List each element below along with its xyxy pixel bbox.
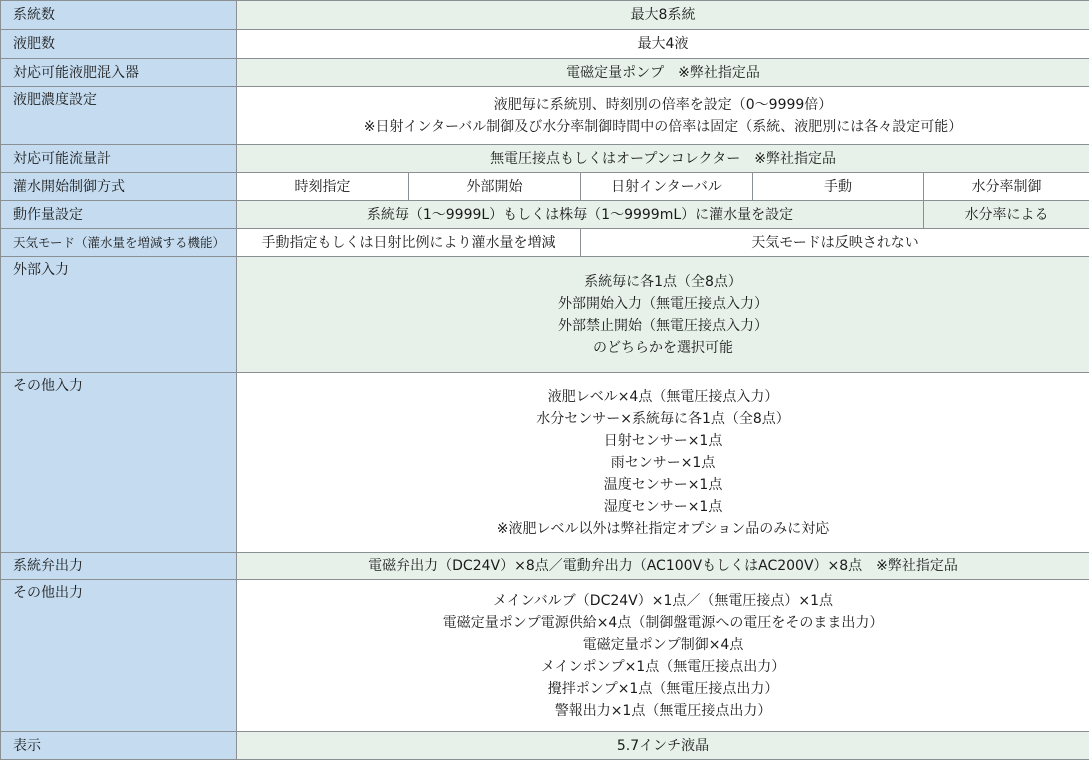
label-concentration: 液肥濃度設定 [1, 87, 237, 145]
other-output-line: メインバルブ（DC24V）×1点／（無電圧接点）×1点 [493, 592, 834, 609]
value-display: 5.7インチ液晶 [237, 732, 1089, 760]
control-option: 時刻指定 [237, 173, 409, 201]
label-weather [1, 229, 237, 257]
row-systems [1, 1, 1089, 30]
external-input-line: 系統毎に各1点（全8点） [584, 273, 742, 290]
other-output-line: 電磁定量ポンプ電源供給×4点（制御盤電源への電圧をそのまま出力） [442, 614, 884, 631]
row-mixer [1, 59, 1089, 87]
value-systems: 最大8系統 [237, 1, 1089, 30]
label-other-input: その他入力 [1, 373, 237, 553]
value-concentration [237, 87, 1089, 145]
external-input-line: のどちらかを選択可能 [593, 339, 734, 356]
other-output-line: メインポンプ×1点（無電圧接点出力） [540, 658, 786, 675]
value-mixer: 電磁定量ポンプ ※弊社指定品 [237, 59, 1089, 87]
other-input-line: 液肥レベル×4点（無電圧接点入力） [547, 388, 779, 405]
external-input-line: 外部開始入力（無電圧接点入力） [558, 295, 769, 312]
row-weather [1, 229, 1089, 257]
label-mixer: 対応可能液肥混入器 [1, 59, 237, 87]
row-display [1, 732, 1089, 760]
concentration-note: ※日射インターバル制御及び水分率制御時間中の倍率は固定（系統、液肥別には各々設定可能） [363, 118, 963, 135]
other-output-line: 電磁定量ポンプ制御×4点 [582, 636, 744, 653]
other-output-line: 攪拌ポンプ×1点（無電圧接点出力） [547, 680, 779, 697]
control-option: 外部開始 [409, 173, 581, 201]
value-other-input [237, 373, 1089, 553]
control-option: 日射インターバル [581, 173, 753, 201]
row-volume [1, 201, 1089, 229]
value-other-output [237, 580, 1089, 732]
label-systems: 系統数 [1, 1, 237, 30]
other-input-line: 日射センサー×1点 [603, 432, 723, 449]
label-valve-output: 系統弁出力 [1, 553, 237, 580]
label-flowmeter: 対応可能流量計 [1, 145, 237, 173]
concentration-line: 液肥毎に系統別、時刻別の倍率を設定（0～9999倍） [493, 96, 833, 113]
other-input-line: 湿度センサー×1点 [603, 498, 723, 515]
value-volume-moisture: 水分率による [924, 201, 1089, 229]
other-input-line: 水分センサー×系統毎に各1点（全8点） [536, 410, 790, 427]
value-weather-right: 天気モードは反映されない [581, 229, 1089, 257]
row-liquids [1, 30, 1089, 59]
value-valve-output: 電磁弁出力（DC24V）×8点／電動弁出力（AC100VもしくはAC200V）×8点 ※弊社指定品 [237, 553, 1089, 580]
row-external-input [1, 257, 1089, 373]
value-weather-left: 手動指定もしくは日射比例により灌水量を増減 [237, 229, 581, 257]
control-option: 水分率制御 [924, 173, 1089, 201]
row-other-input [1, 373, 1089, 553]
row-flowmeter [1, 145, 1089, 173]
other-output-line: 警報出力×1点（無電圧接点出力） [554, 702, 772, 719]
label-control-method: 灌水開始制御方式 [1, 173, 237, 201]
row-other-output [1, 580, 1089, 732]
label-external-input: 外部入力 [1, 257, 237, 373]
label-display: 表示 [1, 732, 237, 760]
row-valve-output [1, 553, 1089, 580]
label-liquids: 液肥数 [1, 30, 237, 59]
label-other-output: その他出力 [1, 580, 237, 732]
value-liquids: 最大4液 [237, 30, 1089, 59]
other-input-line: 雨センサー×1点 [610, 454, 716, 471]
value-flowmeter: 無電圧接点もしくはオープンコレクター ※弊社指定品 [237, 145, 1089, 173]
control-option: 手動 [753, 173, 924, 201]
row-control-method [1, 173, 1089, 201]
label-volume: 動作量設定 [1, 201, 237, 229]
value-external-input [237, 257, 1089, 373]
label-weather-text: 天気モード（灌水量を増減する機能） [13, 234, 226, 250]
row-concentration [1, 87, 1089, 145]
external-input-line: 外部禁止開始（無電圧接点入力） [558, 317, 769, 334]
other-input-line: 温度センサー×1点 [603, 476, 723, 493]
other-input-note: ※液肥レベル以外は弊社指定オプション品のみに対応 [496, 520, 830, 537]
value-volume: 系統毎（1～9999L）もしくは株毎（1～9999mL）に灌水量を設定 [237, 201, 924, 229]
